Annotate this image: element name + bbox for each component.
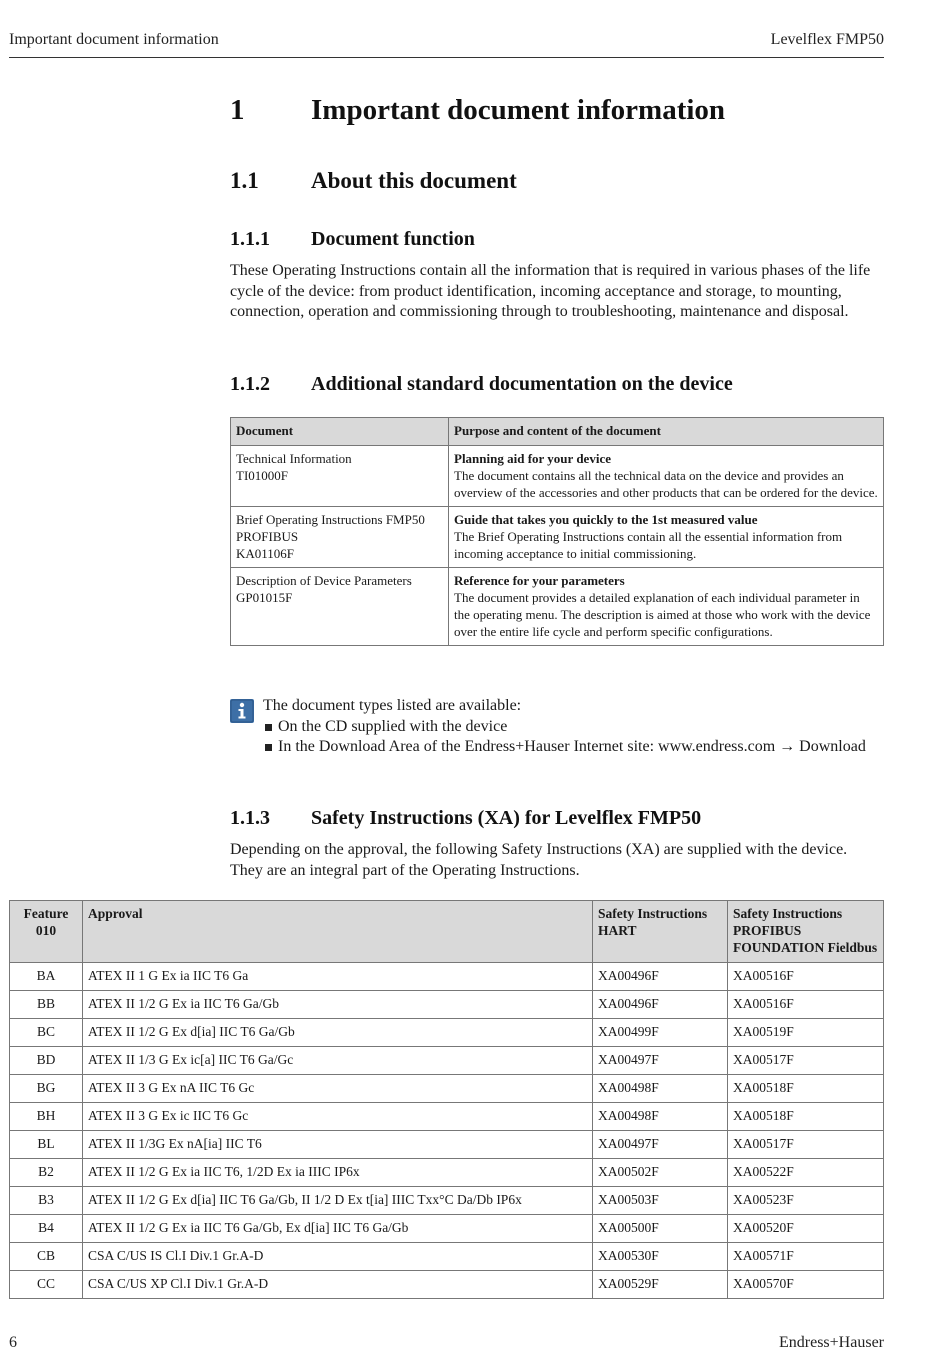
page-number: 6 — [9, 1334, 17, 1351]
profibus-ff-xa-cell: XA00520F — [728, 1215, 884, 1243]
purpose-cell — [449, 568, 884, 646]
safety-instructions-text: Depending on the approval, the following Safety Instructions (XA) are supplied with the device. They are an integral part of the Operating Instructions. — [230, 841, 848, 879]
purpose-text: The document contains all the technical data on the device and provides an overview of the accessories and other products that can be ordered for the device. — [454, 468, 878, 500]
feature-header-code: 010 — [35, 923, 57, 938]
hart-header-line: Safety Instructions — [598, 906, 708, 921]
hart-xa-cell: XA00530F — [593, 1243, 728, 1271]
approval-cell: ATEX II 1/3G Ex nA[ia] IIC T6 — [83, 1131, 593, 1159]
list-item-text: In the Download Area of the Endress+Hauser Internet site: www.endress.com → Download — [278, 738, 866, 755]
table-row — [10, 1047, 884, 1075]
column-header-hart — [593, 901, 728, 963]
document-function-text: These Operating Instructions contain all the information that is required in various phases of the life cycle of the device: from product identification, incoming acceptance and storage, to mounting, connection, operation and commissioning through to troubleshooting, maintenance and disposal. — [230, 262, 871, 320]
profibus-ff-xa-cell: XA00518F — [728, 1103, 884, 1131]
safety-instructions-body — [10, 963, 884, 1299]
hart-xa-cell: XA00503F — [593, 1187, 728, 1215]
bullet-icon — [265, 724, 272, 731]
table-row — [10, 1075, 884, 1103]
approval-cell: ATEX II 1/2 G Ex ia IIC T6 Ga/Gb — [83, 991, 593, 1019]
running-header-product: Levelflex FMP50 — [770, 31, 884, 48]
table-row — [10, 1271, 884, 1299]
table-row — [10, 1103, 884, 1131]
document-code: KA01106F — [236, 546, 295, 561]
info-note — [230, 696, 884, 758]
subsection-title: Additional standard documentation on the device — [311, 373, 733, 395]
hart-xa-cell: XA00498F — [593, 1075, 728, 1103]
list-item — [263, 737, 884, 758]
hart-xa-cell: XA00498F — [593, 1103, 728, 1131]
subsection-heading-safety-instructions — [230, 807, 701, 830]
safety-instructions-table — [9, 900, 884, 1299]
info-icon — [230, 699, 254, 723]
document-name: Description of Device Parameters — [236, 573, 412, 588]
approval-cell: ATEX II 1/2 G Ex ia IIC T6 Ga/Gb, Ex d[ia] IIC T6 Ga/Gb — [83, 1215, 593, 1243]
section-heading — [230, 168, 517, 194]
document-name: Technical Information — [236, 451, 352, 466]
profibus-header-line: Safety Instructions — [733, 906, 843, 921]
approval-cell: ATEX II 1 G Ex ia IIC T6 Ga — [83, 963, 593, 991]
profibus-ff-xa-cell: XA00517F — [728, 1047, 884, 1075]
list-item — [263, 717, 884, 738]
note-list — [263, 717, 884, 758]
list-item-text: On the CD supplied with the device — [278, 717, 508, 735]
section-number: 1.1 — [230, 168, 259, 193]
column-header-approval: Approval — [83, 901, 593, 963]
document-code: GP01015F — [236, 590, 293, 605]
feature-code-cell: BA — [10, 963, 83, 991]
hart-xa-cell: XA00502F — [593, 1159, 728, 1187]
table-row — [10, 1243, 884, 1271]
approval-cell: ATEX II 1/2 G Ex d[ia] IIC T6 Ga/Gb — [83, 1019, 593, 1047]
table-header-row — [10, 901, 884, 963]
purpose-text: The document provides a detailed explanation of each individual parameter in the operating menu. The description is aimed at those who work with the device over the entire life cycle and perform specific configurations. — [454, 590, 871, 639]
purpose-text: The Brief Operating Instructions contain all the essential information from incoming acceptance to initial commissioning. — [454, 529, 843, 561]
column-header-document: Document — [231, 418, 449, 446]
note-intro: The document types listed are available: — [263, 697, 522, 714]
hart-xa-cell: XA00497F — [593, 1047, 728, 1075]
chapter-number: 1 — [230, 94, 245, 126]
feature-code-cell: CB — [10, 1243, 83, 1271]
approval-cell: CSA C/US XP Cl.I Div.1 Gr.A-D — [83, 1271, 593, 1299]
feature-code-cell: BH — [10, 1103, 83, 1131]
subsection-heading-additional-docs — [230, 373, 733, 396]
feature-code-cell: B4 — [10, 1215, 83, 1243]
feature-code-cell: B3 — [10, 1187, 83, 1215]
feature-header-line: Feature — [23, 906, 69, 921]
table-header-row — [231, 418, 884, 446]
feature-code-cell: CC — [10, 1271, 83, 1299]
hart-xa-cell: XA00496F — [593, 991, 728, 1019]
subsection-title: Document function — [311, 228, 475, 250]
feature-code-cell: BB — [10, 991, 83, 1019]
profibus-ff-xa-cell: XA00570F — [728, 1271, 884, 1299]
document-name: Brief Operating Instructions FMP50 — [236, 512, 425, 527]
hart-xa-cell: XA00529F — [593, 1271, 728, 1299]
feature-code-cell: B2 — [10, 1159, 83, 1187]
table-row — [10, 963, 884, 991]
subsection-title: Safety Instructions (XA) for Levelflex FMP50 — [311, 807, 702, 829]
running-header-title: Important document information — [9, 31, 219, 48]
profibus-ff-xa-cell: XA00517F — [728, 1131, 884, 1159]
table-row — [10, 1159, 884, 1187]
bullet-icon — [265, 744, 272, 751]
approval-cell: ATEX II 3 G Ex nA IIC T6 Gc — [83, 1075, 593, 1103]
table-row — [10, 1187, 884, 1215]
approval-cell: ATEX II 1/3 G Ex ic[a] IIC T6 Ga/Gc — [83, 1047, 593, 1075]
profibus-header-protocol: PROFIBUS — [733, 923, 802, 938]
purpose-title: Reference for your parameters — [454, 573, 625, 588]
approval-cell: ATEX II 1/2 G Ex d[ia] IIC T6 Ga/Gb, II 1/2 D Ex t[ia] IIIC Txx°C Da/Db IP6x — [83, 1187, 593, 1215]
section-title: About this document — [311, 168, 517, 193]
subsection-number: 1.1.2 — [230, 373, 270, 395]
document-cell — [231, 507, 449, 568]
column-header-profibus-ff — [728, 901, 884, 963]
chapter-heading — [230, 94, 725, 127]
profibus-ff-xa-cell: XA00516F — [728, 991, 884, 1019]
table-row — [231, 507, 884, 568]
purpose-title: Planning aid for your device — [454, 451, 611, 466]
feature-code-cell: BG — [10, 1075, 83, 1103]
document-protocol: PROFIBUS — [236, 529, 299, 544]
hart-xa-cell: XA00496F — [593, 963, 728, 991]
table-row — [10, 1019, 884, 1047]
feature-code-cell: BD — [10, 1047, 83, 1075]
table-row — [10, 991, 884, 1019]
profibus-ff-xa-cell: XA00518F — [728, 1075, 884, 1103]
subsection-heading-document-function — [230, 228, 475, 251]
table-row — [231, 568, 884, 646]
feature-code-cell: BC — [10, 1019, 83, 1047]
profibus-ff-xa-cell: XA00523F — [728, 1187, 884, 1215]
profibus-ff-xa-cell: XA00571F — [728, 1243, 884, 1271]
profibus-ff-xa-cell: XA00516F — [728, 963, 884, 991]
subsection-number: 1.1.1 — [230, 228, 270, 250]
column-header-feature — [10, 901, 83, 963]
purpose-title: Guide that takes you quickly to the 1st measured value — [454, 512, 758, 527]
hart-xa-cell: XA00500F — [593, 1215, 728, 1243]
hart-xa-cell: XA00497F — [593, 1131, 728, 1159]
approval-cell: CSA C/US IS Cl.I Div.1 Gr.A-D — [83, 1243, 593, 1271]
footer-brand: Endress+Hauser — [779, 1334, 884, 1351]
header-divider — [9, 57, 884, 58]
purpose-cell — [449, 446, 884, 507]
additional-documentation-table — [230, 417, 884, 646]
column-header-purpose: Purpose and content of the document — [449, 418, 884, 446]
document-cell — [231, 568, 449, 646]
hart-header-protocol: HART — [598, 923, 637, 938]
document-code: TI01000F — [236, 468, 288, 483]
approval-cell: ATEX II 1/2 G Ex ia IIC T6, 1/2D Ex ia IIIC IP6x — [83, 1159, 593, 1187]
purpose-cell — [449, 507, 884, 568]
chapter-title: Important document information — [311, 94, 726, 126]
table-row — [10, 1131, 884, 1159]
ff-header-protocol: FOUNDATION Fieldbus — [733, 940, 878, 955]
hart-xa-cell: XA00499F — [593, 1019, 728, 1047]
profibus-ff-xa-cell: XA00519F — [728, 1019, 884, 1047]
profibus-ff-xa-cell: XA00522F — [728, 1159, 884, 1187]
approval-cell: ATEX II 3 G Ex ic IIC T6 Gc — [83, 1103, 593, 1131]
table-row — [10, 1215, 884, 1243]
table-row — [231, 446, 884, 507]
document-cell — [231, 446, 449, 507]
subsection-number: 1.1.3 — [230, 807, 270, 829]
feature-code-cell: BL — [10, 1131, 83, 1159]
